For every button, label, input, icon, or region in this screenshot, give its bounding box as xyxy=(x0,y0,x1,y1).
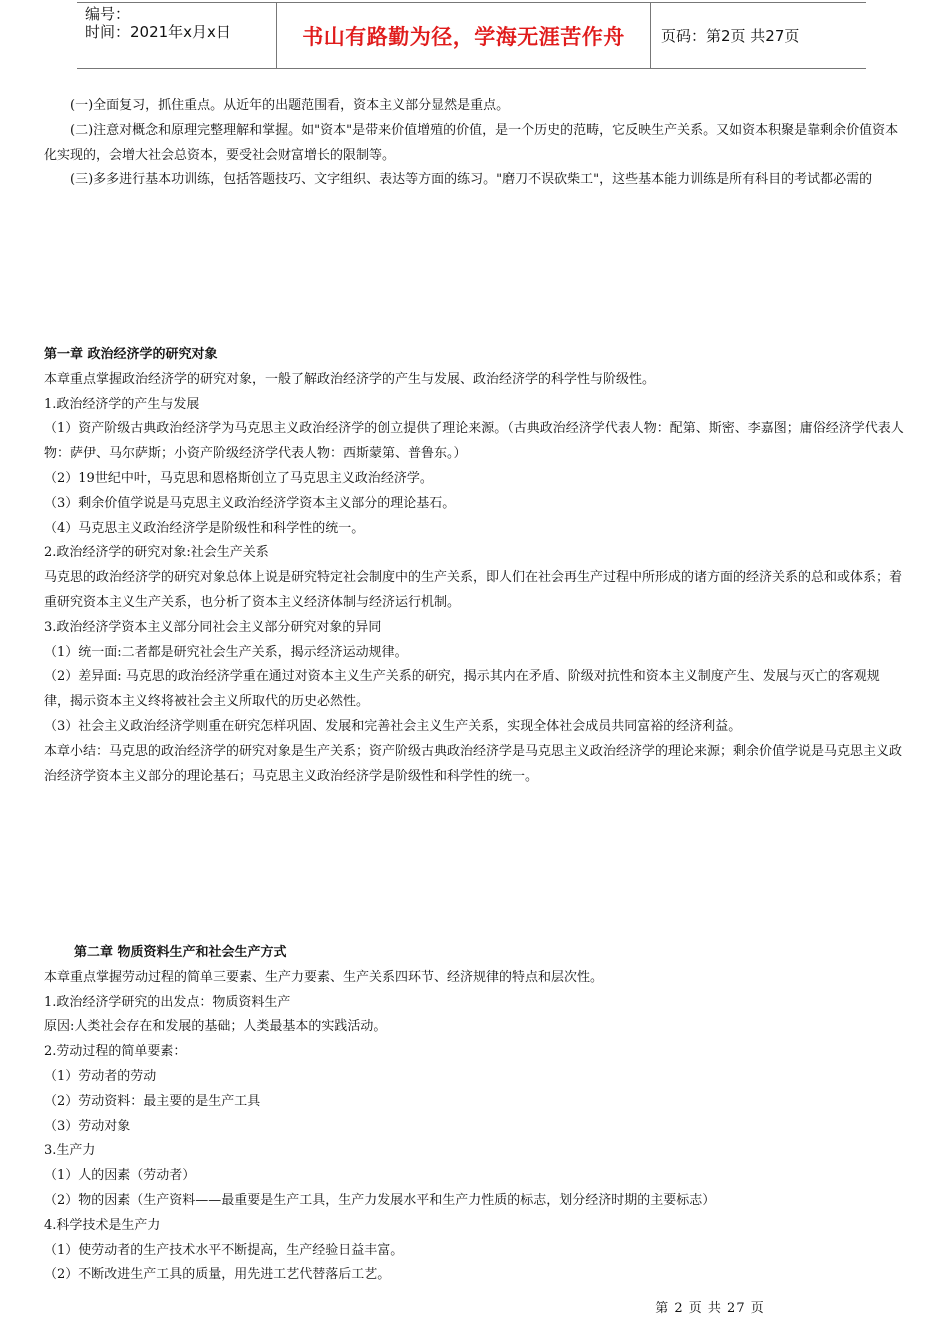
chapter-2-line: 2.劳动过程的简单要素： xyxy=(44,1044,187,1060)
header-page-info: 页码：第2页 共27页 xyxy=(661,27,800,45)
chapter-1-line: 马克思的政治经济学的研究对象总体上说是研究特定社会制度中的生产关系，即人们在社会再生产过程中所形成的诸方面的经济关系的总和或体系；着重研究资本主义生产关系，也分析了资本主义经济体制与经济运行机制。 xyxy=(44,570,903,610)
chapter-1-line: （1）统一面:二者都是研究社会生产关系，揭示经济运动规律。 xyxy=(44,644,408,660)
header-motto: 书山有路勤为径，学海无涯苦作舟 xyxy=(277,3,651,68)
chapter-2-line: 3.生产力 xyxy=(44,1143,96,1159)
chapter-2-line: （1）人的因素（劳动者） xyxy=(44,1168,196,1184)
intro-paragraph: (一)全面复习，抓住重点。从近年的出题范围看，资本主义部分显然是重点。 xyxy=(70,98,510,113)
footer-page-number: 第 2 页 共 27 页 xyxy=(655,1301,765,1316)
chapter-2-line: 1.政治经济学研究的出发点：物质资料生产 xyxy=(44,994,291,1010)
chapter-1-line: 1.政治经济学的产生与发展 xyxy=(44,396,200,412)
intro-paragraph: (二)注意对概念和原理完整理解和掌握。如"资本"是带来价值增殖的价值，是一个历史的范畴，它反映生产关系。又如资本积聚是靠剩余价值资本化实现的，会增大社会总资本，要受社会财富增长的限制等。 xyxy=(44,122,899,163)
chapter-2-line: （1）使劳动者的生产技术水平不断提高，生产经验日益丰富。 xyxy=(44,1242,404,1258)
chapter-1-line: （2）差异面: 马克思的政治经济学重在通过对资本主义生产关系的研究，揭示其内在矛盾、阶级对抗性和资本主义制度产生、发展与灭亡的客观规律，揭示资本主义终将被社会主义所取代的历史必然性。 xyxy=(44,669,880,710)
chapter-1-section xyxy=(44,343,904,789)
chapter-1-line: 本章小结：马克思的政治经济学的研究对象是生产关系；资产阶级古典政治经济学是马克思主义政治经济学的理论来源；剩余价值学说是马克思主义政治经济学资本主义部分的理论基石；马克思主义政治经济学是阶级性和科学性的统一。 xyxy=(44,743,903,784)
chapter-2-line: 4.科学技术是生产力 xyxy=(44,1217,161,1233)
chapter-2-line: 原因:人类社会存在和发展的基础；人类最基本的实践活动。 xyxy=(44,1019,387,1035)
chapter-2-line: （2）不断改进生产工具的质量，用先进工艺代替落后工艺。 xyxy=(44,1267,391,1283)
chapter-1-line: 2.政治经济学的研究对象:社会生产关系 xyxy=(44,545,269,561)
chapter-1-line: 3.政治经济学资本主义部分同社会主义部分研究对象的异同 xyxy=(44,619,382,635)
chapter-2-title: 第二章 物质资料生产和社会生产方式 xyxy=(74,945,287,960)
number-label: 编号： xyxy=(85,5,131,23)
chapter-2-line: （2）物的因素（生产资料——最重要是生产工具，生产力发展水平和生产力性质的标志，划分经济时期的主要标志） xyxy=(44,1192,716,1208)
chapter-1-title: 第一章 政治经济学的研究对象 xyxy=(44,347,218,362)
chapter-2-line: （1）劳动者的劳动 xyxy=(44,1068,157,1084)
chapter-1-line: （2）19世纪中叶，马克思和恩格斯创立了马克思主义政治经济学。 xyxy=(44,470,433,486)
page-header xyxy=(77,2,866,69)
chapter-2-line: （2）劳动资料：最主要的是生产工具 xyxy=(44,1093,261,1109)
time-label: 时间：2021年x月x日 xyxy=(85,23,231,41)
page-footer xyxy=(0,1297,950,1316)
chapter-1-line: （4）马克思主义政治经济学是阶级性和科学性的统一。 xyxy=(44,520,365,536)
header-meta xyxy=(77,3,277,68)
chapter-1-line: （1）资产阶级古典政治经济学为马克思主义政治经济学的创立提供了理论来源。（古典政治经济学代表人物：配第、斯密、李嘉图；庸俗经济学代表人物：萨伊、马尔萨斯；小资产阶级经济学代表人物：西斯蒙第、普鲁东。） xyxy=(44,421,904,462)
chapter-2-section xyxy=(44,941,904,1288)
intro-section xyxy=(44,94,904,193)
chapter-1-line: （3）社会主义政治经济学则重在研究怎样巩固、发展和完善社会主义生产关系，实现全体社会成员共同富裕的经济利益。 xyxy=(44,718,742,734)
chapter-1-line: （3）剩余价值学说是马克思主义政治经济学资本主义部分的理论基石。 xyxy=(44,495,456,511)
chapter-2-line: 本章重点掌握劳动过程的简单三要素、生产力要素、生产关系四环节、经济规律的特点和层次性。 xyxy=(44,969,604,985)
chapter-1-line: 本章重点掌握政治经济学的研究对象，一般了解政治经济学的产生与发展、政治经济学的科学性与阶级性。 xyxy=(44,371,656,387)
intro-paragraph: (三)多多进行基本功训练，包括答题技巧、文字组织、表达等方面的练习。"磨刀不误砍柴工"，这些基本能力训练是所有科目的考试都必需的 xyxy=(70,172,873,188)
chapter-2-line: （3）劳动对象 xyxy=(44,1118,131,1134)
